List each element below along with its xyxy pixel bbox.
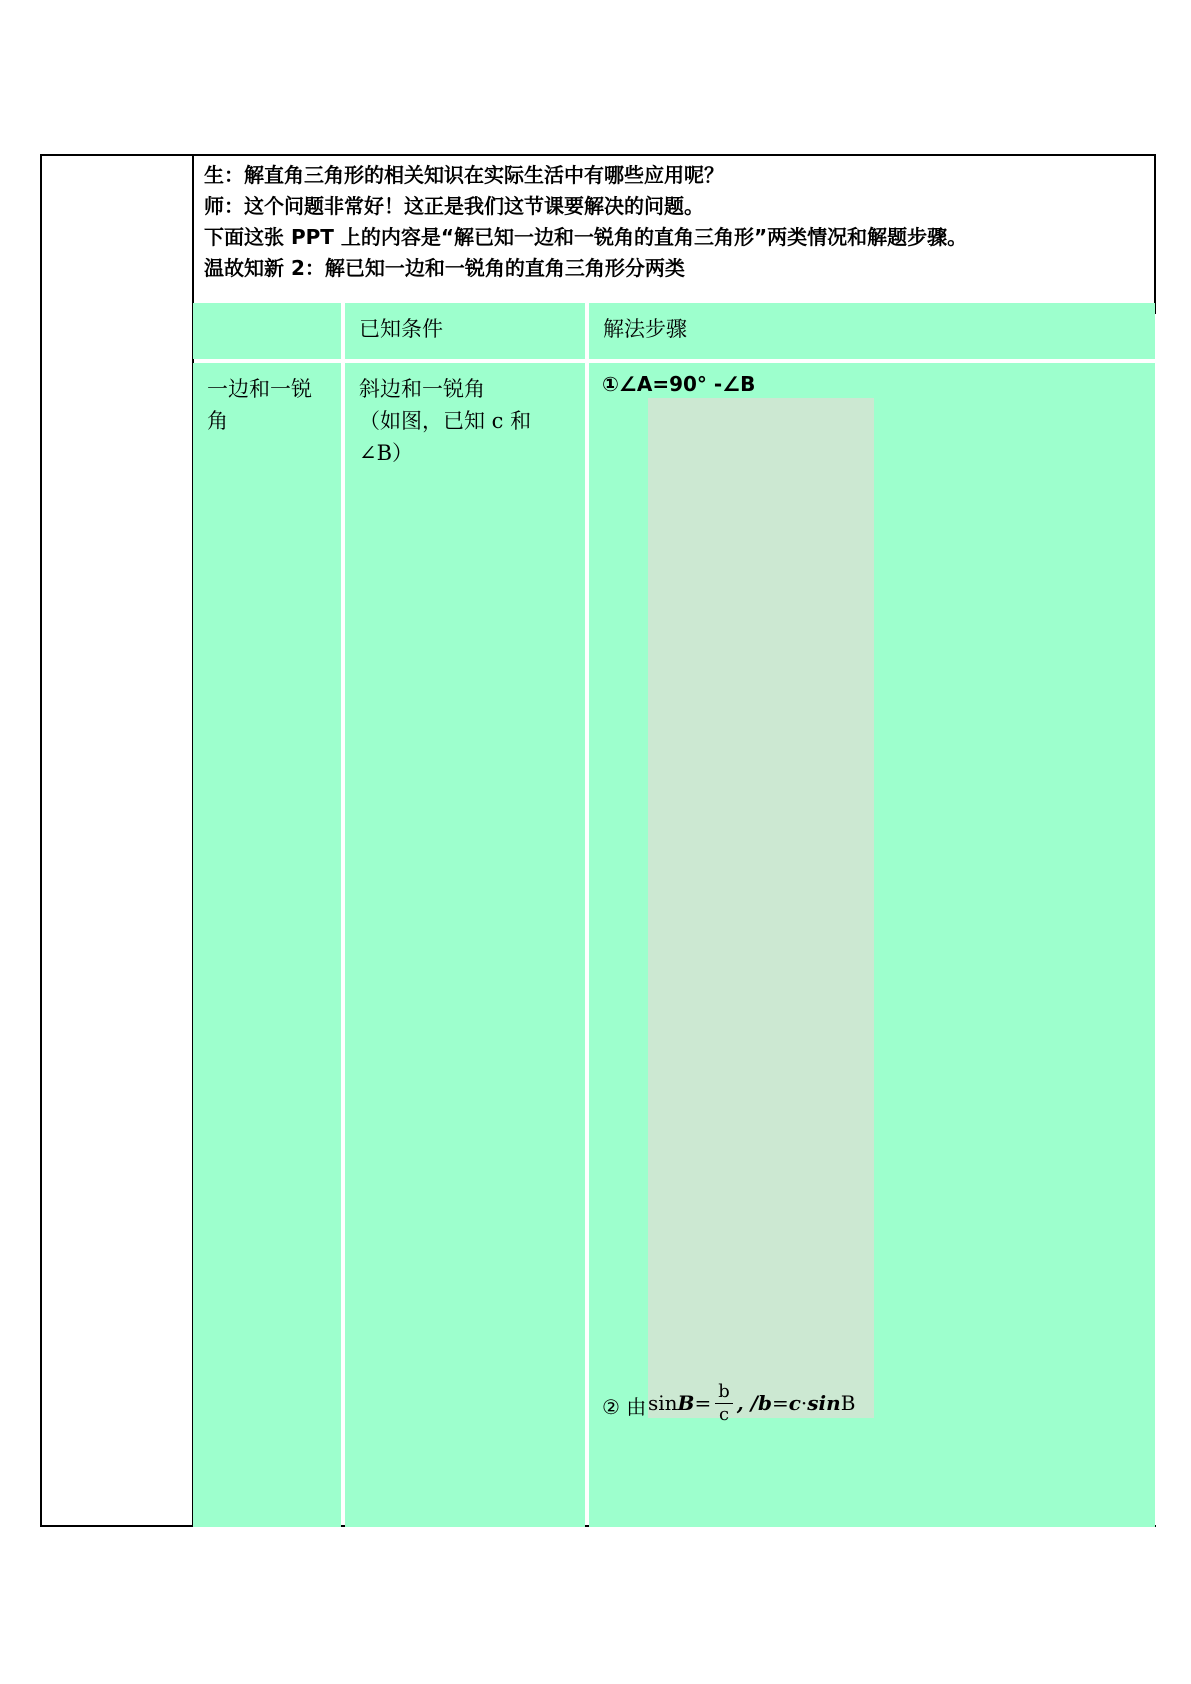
dialogue-text: [204, 160, 1144, 284]
intro-line-4: 温故知新 2：解已知一边和一锐角的直角三角形分两类: [204, 256, 685, 280]
sine-formula: [648, 1378, 855, 1428]
triangle-figure-placeholder: [648, 398, 874, 1418]
formula-equals-1: =: [694, 1391, 712, 1415]
frame-right-border: [1154, 154, 1156, 314]
row-type-cell: [193, 363, 341, 1527]
formula-angle-b: B: [677, 1391, 695, 1415]
header-cell-empty: [193, 303, 341, 359]
row-condition-cell: [345, 363, 585, 1527]
formula-angle-b-2: B: [840, 1391, 856, 1415]
header-cell-steps: 解法步骤: [589, 303, 1155, 359]
row-type-line-1: 一边和一锐: [207, 377, 312, 401]
fraction-numerator: b: [715, 1381, 733, 1404]
step-2-prefix: ② 由: [602, 1395, 647, 1419]
condition-line-3: ∠B）: [359, 441, 414, 465]
row-type-line-2: 角: [207, 409, 228, 433]
formula-equals-2: =: [771, 1391, 789, 1415]
intro-line-1: 生：解直角三角形的相关知识在实际生活中有哪些应用呢？: [204, 163, 724, 187]
formula-sin: sin: [648, 1391, 678, 1415]
formula-sin-2: sin: [807, 1391, 841, 1415]
formula-c: c: [788, 1391, 801, 1415]
formula-fraction: [715, 1381, 733, 1426]
formula-separator: , /: [736, 1391, 758, 1415]
condition-line-1: 斜边和一锐角: [359, 377, 485, 401]
formula-dot: ·: [800, 1391, 808, 1415]
header-cell-condition: 已知条件: [345, 303, 585, 359]
intro-line-3: 下面这张 PPT 上的内容是“解已知一边和一锐角的直角三角形”两类情况和解题步骤。: [204, 225, 968, 249]
step-1-text: ①∠A=90° -∠B: [602, 372, 756, 396]
formula-b: b: [757, 1391, 772, 1415]
intro-line-2: 师：这个问题非常好！这正是我们这节课要解决的问题。: [204, 194, 704, 218]
fraction-denominator: c: [718, 1403, 730, 1425]
condition-line-2: （如图，已知 c 和: [359, 409, 532, 433]
